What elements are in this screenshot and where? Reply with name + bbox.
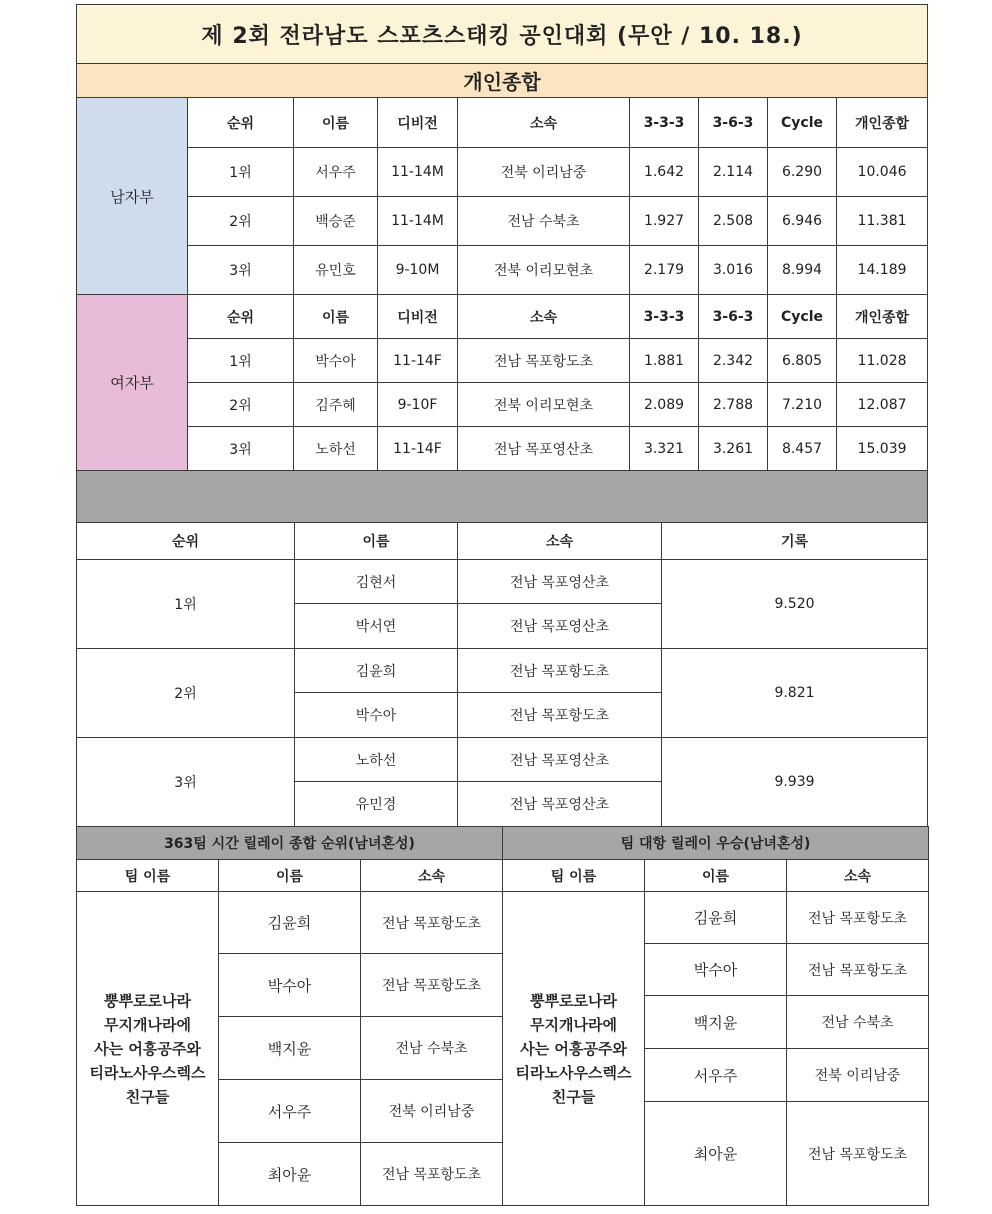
time-cycle-cell: 7.210 [768, 383, 837, 427]
time-333-cell: 2.179 [630, 246, 699, 295]
team-name-line: 무지개나라에 [104, 1015, 191, 1034]
team-name-line: 사는 어흥공주와 [520, 1039, 627, 1058]
individual-table [76, 4, 928, 523]
table-row [77, 649, 928, 693]
name-cell: 유민경 [295, 782, 458, 827]
time-333-cell: 1.927 [630, 197, 699, 246]
affiliation-cell: 전북 이리남중 [787, 1049, 929, 1102]
name-cell: 박수아 [645, 944, 787, 996]
division-cell: 9-10F [378, 383, 458, 427]
women-division-label: 여자부 [77, 295, 188, 471]
header-cycle: Cycle [768, 98, 837, 148]
team-name-line: 무지개나라에 [530, 1015, 617, 1034]
time-363-cell: 2.114 [699, 148, 768, 197]
time-333-cell: 2.089 [630, 383, 699, 427]
header-363: 3-6-3 [699, 98, 768, 148]
division-cell: 11-14F [378, 427, 458, 471]
affiliation-cell: 전남 목포항도초 [361, 1143, 503, 1206]
affiliation-cell: 전남 수북초 [361, 1017, 503, 1080]
header-rank: 순위 [188, 98, 294, 148]
header-team-name: 팀 이름 [77, 860, 219, 892]
affiliation-cell: 전남 목포영산초 [458, 427, 630, 471]
affiliation-cell: 전남 목포영산초 [458, 738, 662, 782]
team-name-cell [77, 892, 219, 1206]
affiliation-cell: 전남 목포항도초 [787, 944, 929, 996]
rank-cell: 2위 [188, 197, 294, 246]
header-363: 3-6-3 [699, 295, 768, 339]
relay-team-table [502, 826, 929, 1206]
results-document [76, 4, 927, 1206]
header-total: 개인종합 [837, 295, 928, 339]
time-363-cell: 3.261 [699, 427, 768, 471]
name-cell: 최아윤 [219, 1143, 361, 1206]
header-record: 기록 [662, 523, 928, 560]
rank-cell: 3위 [77, 738, 295, 827]
affiliation-cell: 전북 이리남중 [458, 148, 630, 197]
time-333-cell: 1.881 [630, 339, 699, 383]
team-name-line: 뿡뿌로로나라 [104, 991, 191, 1010]
name-cell: 서우주 [294, 148, 378, 197]
name-cell: 김현서 [295, 560, 458, 604]
relay-team-title: 팀 대항 릴레이 우승(남녀혼성) [503, 827, 929, 860]
team-name-cell [503, 892, 645, 1206]
name-cell: 노하선 [294, 427, 378, 471]
total-cell: 14.189 [837, 246, 928, 295]
affiliation-cell: 전남 목포항도초 [458, 693, 662, 738]
section-divider-band [77, 471, 928, 523]
doubles-header-row [77, 523, 928, 560]
total-cell: 12.087 [837, 383, 928, 427]
rank-cell: 1위 [188, 339, 294, 383]
affiliation-cell: 전남 목포항도초 [361, 954, 503, 1017]
header-total: 개인종합 [837, 98, 928, 148]
relay-time-header-row [77, 860, 503, 892]
table-row [77, 738, 928, 782]
header-affiliation: 소속 [458, 98, 630, 148]
name-cell: 백승준 [294, 197, 378, 246]
name-cell: 박수아 [219, 954, 361, 1017]
name-cell: 최아윤 [645, 1102, 787, 1206]
header-name: 이름 [295, 523, 458, 560]
table-row [77, 383, 928, 427]
name-cell: 박수아 [294, 339, 378, 383]
total-cell: 11.028 [837, 339, 928, 383]
affiliation-cell: 전남 목포항도초 [787, 1102, 929, 1206]
header-division: 디비전 [378, 98, 458, 148]
header-affiliation: 소속 [458, 295, 630, 339]
team-name-line: 친구들 [551, 1087, 596, 1106]
total-cell: 10.046 [837, 148, 928, 197]
rank-cell: 3위 [188, 246, 294, 295]
time-333-cell: 1.642 [630, 148, 699, 197]
name-cell: 노하선 [295, 738, 458, 782]
table-row [77, 339, 928, 383]
record-cell: 9.520 [662, 560, 928, 649]
total-cell: 11.381 [837, 197, 928, 246]
division-cell: 9-10M [378, 246, 458, 295]
women-header-row [77, 295, 928, 339]
rank-cell: 2위 [188, 383, 294, 427]
time-363-cell: 2.788 [699, 383, 768, 427]
header-affiliation: 소속 [361, 860, 503, 892]
affiliation-cell: 전남 목포영산초 [458, 560, 662, 604]
page-title: 제 2회 전라남도 스포츠스태킹 공인대회 (무안 / 10. 18.) [77, 5, 928, 64]
rank-cell: 1위 [77, 560, 295, 649]
affiliation-cell: 전남 목포항도초 [361, 892, 503, 954]
affiliation-cell: 전남 목포항도초 [458, 339, 630, 383]
time-cycle-cell: 8.457 [768, 427, 837, 471]
team-name-line: 사는 어흥공주와 [94, 1039, 201, 1058]
header-name: 이름 [645, 860, 787, 892]
record-cell: 9.939 [662, 738, 928, 827]
affiliation-cell: 전남 목포항도초 [787, 892, 929, 944]
header-333: 3-3-3 [630, 295, 699, 339]
relay-section [76, 826, 927, 1206]
affiliation-cell: 전북 이리남중 [361, 1080, 503, 1143]
division-cell: 11-14M [378, 197, 458, 246]
header-rank: 순위 [77, 523, 295, 560]
name-cell: 김윤희 [295, 649, 458, 693]
header-cycle: Cycle [768, 295, 837, 339]
affiliation-cell: 전남 목포항도초 [458, 649, 662, 693]
header-affiliation: 소속 [787, 860, 929, 892]
table-row [77, 148, 928, 197]
affiliation-cell: 전남 목포영산초 [458, 782, 662, 827]
name-cell: 박서연 [295, 604, 458, 649]
name-cell: 서우주 [219, 1080, 361, 1143]
time-333-cell: 3.321 [630, 427, 699, 471]
name-cell: 김윤희 [219, 892, 361, 954]
team-name-line: 친구들 [125, 1087, 170, 1106]
affiliation-cell: 전남 수북초 [458, 197, 630, 246]
name-cell: 백지윤 [219, 1017, 361, 1080]
section-title-individual: 개인종합 [77, 64, 928, 98]
record-cell: 9.821 [662, 649, 928, 738]
time-363-cell: 2.342 [699, 339, 768, 383]
time-cycle-cell: 6.805 [768, 339, 837, 383]
header-name: 이름 [294, 295, 378, 339]
affiliation-cell: 전북 이리모현초 [458, 383, 630, 427]
men-division-label: 남자부 [77, 98, 188, 295]
rank-cell: 3위 [188, 427, 294, 471]
team-name-line: 티라노사우스렉스 [89, 1063, 206, 1082]
table-row [77, 427, 928, 471]
time-363-cell: 3.016 [699, 246, 768, 295]
name-cell: 서우주 [645, 1049, 787, 1102]
division-cell: 11-14F [378, 339, 458, 383]
table-row [77, 197, 928, 246]
relay-team-header-row [503, 860, 929, 892]
rank-cell: 2위 [77, 649, 295, 738]
relay-time-title: 363팀 시간 릴레이 종합 순위(남녀혼성) [77, 827, 503, 860]
total-cell: 15.039 [837, 427, 928, 471]
time-cycle-cell: 8.994 [768, 246, 837, 295]
name-cell: 백지윤 [645, 996, 787, 1049]
table-row [503, 892, 929, 944]
division-cell: 11-14M [378, 148, 458, 197]
time-cycle-cell: 6.290 [768, 148, 837, 197]
team-name-line: 뿡뿌로로나라 [530, 991, 617, 1010]
header-name: 이름 [219, 860, 361, 892]
header-team-name: 팀 이름 [503, 860, 645, 892]
table-row [77, 560, 928, 604]
header-333: 3-3-3 [630, 98, 699, 148]
name-cell: 김주혜 [294, 383, 378, 427]
doubles-table [76, 522, 928, 827]
table-row [77, 892, 503, 954]
name-cell: 박수아 [295, 693, 458, 738]
affiliation-cell: 전북 이리모현초 [458, 246, 630, 295]
table-row [77, 246, 928, 295]
header-affiliation: 소속 [458, 523, 662, 560]
name-cell: 김윤희 [645, 892, 787, 944]
relay-time-table [76, 826, 503, 1206]
name-cell: 유민호 [294, 246, 378, 295]
team-name-line: 티라노사우스렉스 [515, 1063, 632, 1082]
header-division: 디비전 [378, 295, 458, 339]
time-363-cell: 2.508 [699, 197, 768, 246]
time-cycle-cell: 6.946 [768, 197, 837, 246]
affiliation-cell: 전남 목포영산초 [458, 604, 662, 649]
header-rank: 순위 [188, 295, 294, 339]
men-header-row [77, 98, 928, 148]
affiliation-cell: 전남 수북초 [787, 996, 929, 1049]
rank-cell: 1위 [188, 148, 294, 197]
header-name: 이름 [294, 98, 378, 148]
